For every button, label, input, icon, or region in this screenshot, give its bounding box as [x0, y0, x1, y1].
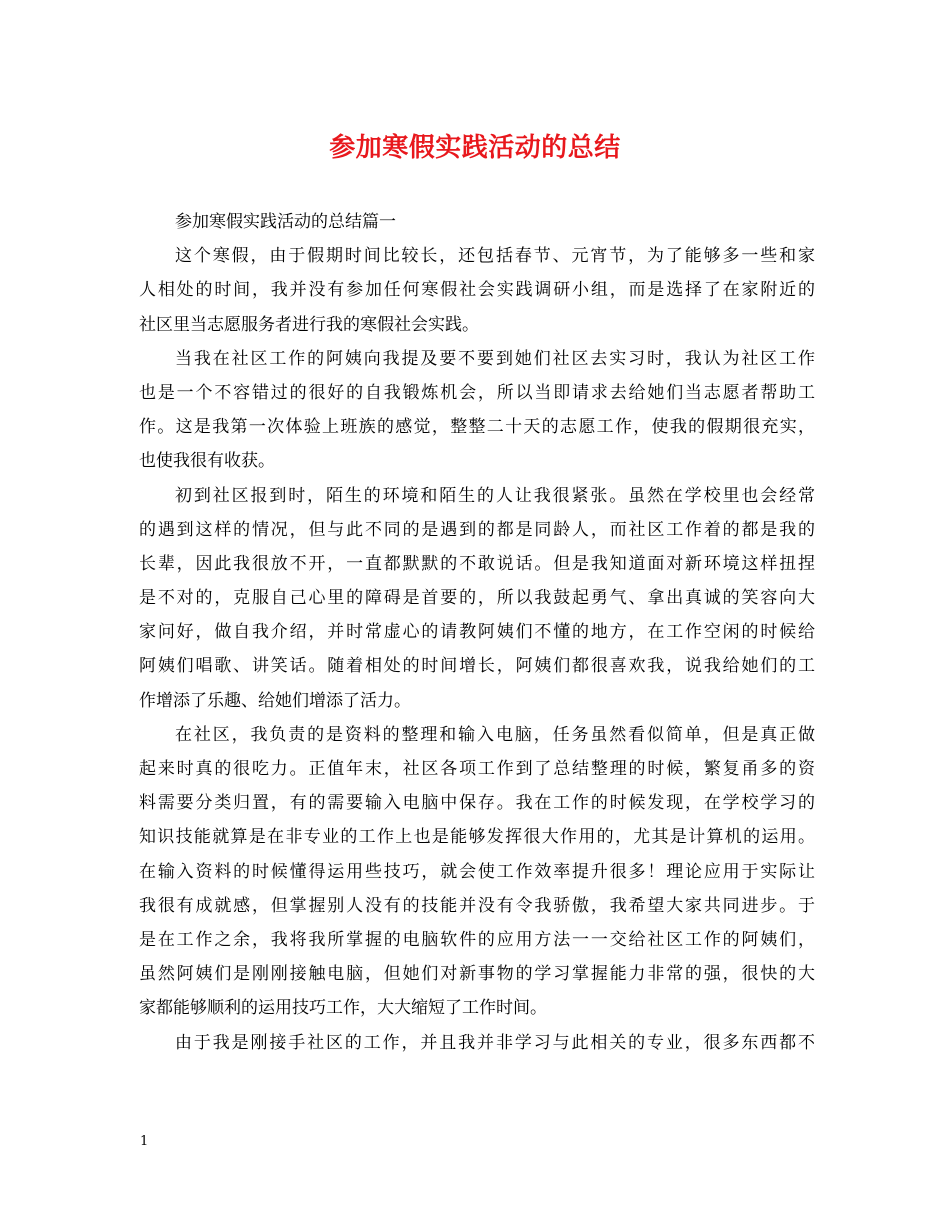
document-body [139, 205, 815, 1060]
text-line: 起来时真的很吃力。正值年末，社区各项工作到了总结整理的时候，繁复甬多的资 [139, 759, 815, 779]
text-line: 知识技能就算是在非专业的工作上也是能够发挥很大作用的，尤其是计算机的运用。 [139, 827, 815, 848]
text-line: 也是一个不容错过的很好的自我锻炼机会，所以当即请求去给她们当志愿者帮助工 [139, 382, 815, 403]
text-line: 人相处的时间，我并没有参加任何寒假社会实践调研小组，而是选择了在家附近的 [139, 280, 815, 301]
text-line: 家都能够顺利的运用技巧工作，大大缩短了工作时间。 [139, 998, 547, 1019]
text-line: 我很有成就感，但掌握别人没有的技能并没有令我骄傲，我希望大家共同进步。于 [139, 895, 815, 916]
text-line: 作。这是我第一次体验上班族的感觉，整整二十天的志愿工作，使我的假期很充实， [139, 417, 815, 438]
page-number: 1 [140, 1134, 149, 1149]
text-line: 也使我很有收获。 [139, 451, 275, 472]
text-line: 家问好，做自我介绍，并时常虚心的请教阿姨们不懂的地方，在工作空闲的时候给 [139, 622, 815, 643]
text-line: 虽然阿姨们是刚刚接触电脑，但她们对新事物的学习掌握能力非常的强，很快的大 [139, 964, 815, 985]
text-line: 由于我是刚接手社区的工作，并且我并非学习与此相关的专业，很多东西都不 [175, 1032, 815, 1053]
text-line: 在社区，我负责的是资料的整理和输入电脑，任务虽然看似简单，但是真正做 [175, 724, 815, 745]
text-line: 是在工作之余，我将我所掌握的电脑软件的应用方法一一交给社区工作的阿姨们， [139, 929, 815, 950]
text-line: 是不对的，克服自己心里的障碍是首要的，所以我鼓起勇气、拿出真诚的笑容向大 [139, 588, 815, 609]
text-line: 长辈，因此我很放不开，一直都默默的不敢说话。但是我知道面对新环境这样扭捏 [139, 553, 815, 574]
text-line: 的遇到这样的情况，但与此不同的是遇到的都是同龄人，而社区工作着的都是我的 [139, 519, 815, 540]
text-line: 当我在社区工作的阿姨向我提及要不要到她们社区去实习时，我认为社区工作 [175, 348, 815, 369]
document-title: 参加寒假实践活动的总结 [329, 133, 621, 163]
text-line: 料需要分类归置，有的需要输入电脑中保存。我在工作的时候发现，在学校学习的 [139, 793, 815, 814]
text-line: 初到社区报到时，陌生的环境和陌生的人让我很紧张。虽然在学校里也会经常 [175, 485, 815, 506]
text-line: 参加寒假实践活动的总结篇一 [175, 212, 396, 232]
text-line: 在输入资料的时候懂得运用些技巧，就会使工作效率提升很多！理论应用于实际让 [139, 861, 815, 882]
text-line: 社区里当志愿服务者进行我的寒假社会实践。 [139, 314, 479, 335]
text-line: 这个寒假，由于假期时间比较长，还包括春节、元宵节，为了能够多一些和家 [175, 246, 815, 267]
text-line: 阿姨们唱歌、讲笑话。随着相处的时间增长，阿姨们都很喜欢我，说我给她们的工 [139, 656, 815, 677]
text-line: 作增添了乐趣、给她们增添了活力。 [139, 690, 411, 711]
